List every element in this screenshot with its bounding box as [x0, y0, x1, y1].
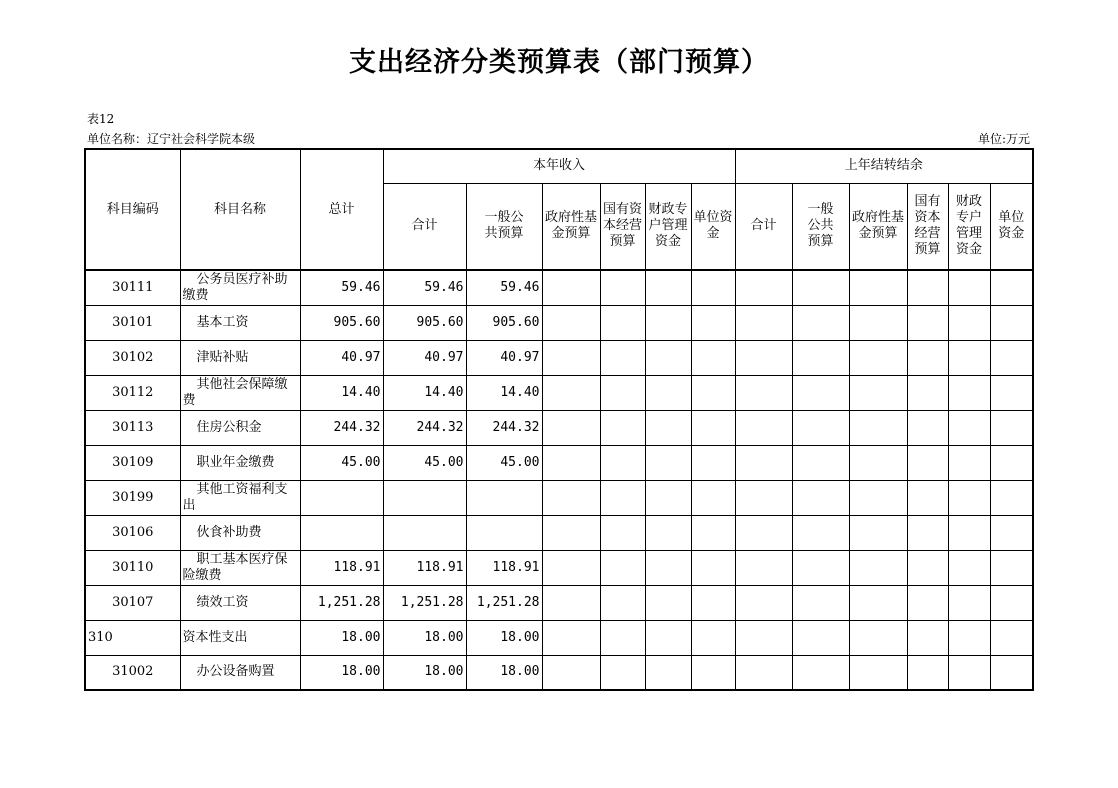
cell-name: 办公设备购置 — [180, 655, 300, 690]
cell-total: 59.46 — [300, 270, 383, 305]
table-body — [85, 270, 1033, 690]
cell-empty — [735, 480, 792, 515]
cell-code: 30109 — [85, 445, 180, 480]
cell-empty — [990, 585, 1033, 620]
header-cy-general: 一般公共预算 — [466, 183, 542, 270]
cell-empty — [600, 515, 645, 550]
header-co-unit-fund: 单位资金 — [990, 183, 1033, 270]
cell-empty — [948, 410, 990, 445]
header-code: 科目编码 — [85, 149, 180, 270]
unit-name: 单位名称：辽宁社会科学院本级 — [87, 132, 256, 146]
cell-code: 310 — [85, 620, 180, 655]
cell-empty — [990, 305, 1033, 340]
cell-name: 住房公积金 — [180, 410, 300, 445]
cell-empty — [691, 515, 735, 550]
cell-total: 18.00 — [300, 655, 383, 690]
cell-empty — [907, 515, 948, 550]
header-co-general: 一般公共预算 — [792, 183, 849, 270]
cell-cy-general: 14.40 — [466, 375, 542, 410]
cell-cy-total — [383, 515, 466, 550]
table-row — [85, 550, 1033, 585]
table-row — [85, 655, 1033, 690]
cell-empty — [645, 515, 691, 550]
cell-empty — [990, 270, 1033, 305]
cell-empty — [735, 340, 792, 375]
cell-empty — [948, 620, 990, 655]
cell-empty — [542, 340, 600, 375]
header-cy-unit-fund: 单位资金 — [691, 183, 735, 270]
cell-name: 绩效工资 — [180, 585, 300, 620]
cell-empty — [849, 620, 907, 655]
header-co-total: 合计 — [735, 183, 792, 270]
cell-empty — [691, 550, 735, 585]
header-cy-gov-fund: 政府性基金预算 — [542, 183, 600, 270]
cell-empty — [600, 480, 645, 515]
cell-empty — [990, 515, 1033, 550]
cell-code: 30107 — [85, 585, 180, 620]
cell-cy-total: 59.46 — [383, 270, 466, 305]
cell-code: 30112 — [85, 375, 180, 410]
cell-empty — [792, 445, 849, 480]
cell-cy-general — [466, 480, 542, 515]
cell-empty — [990, 445, 1033, 480]
cell-empty — [645, 270, 691, 305]
table-number: 表12 — [87, 112, 115, 126]
cell-empty — [792, 585, 849, 620]
header-cy-fiscal-special: 财政专户管理资金 — [645, 183, 691, 270]
cell-empty — [792, 305, 849, 340]
cell-empty — [691, 270, 735, 305]
cell-cy-total: 45.00 — [383, 445, 466, 480]
cell-code: 30110 — [85, 550, 180, 585]
cell-empty — [691, 445, 735, 480]
cell-cy-general: 905.60 — [466, 305, 542, 340]
cell-empty — [948, 375, 990, 410]
cell-empty — [735, 655, 792, 690]
cell-name: 基本工资 — [180, 305, 300, 340]
cell-empty — [792, 655, 849, 690]
cell-empty — [600, 375, 645, 410]
cell-cy-total: 14.40 — [383, 375, 466, 410]
cell-cy-total: 18.00 — [383, 620, 466, 655]
cell-empty — [600, 655, 645, 690]
cell-code: 31002 — [85, 655, 180, 690]
cell-empty — [600, 445, 645, 480]
cell-total — [300, 515, 383, 550]
cell-total: 244.32 — [300, 410, 383, 445]
cell-empty — [645, 550, 691, 585]
header-name: 科目名称 — [180, 149, 300, 270]
cell-empty — [849, 270, 907, 305]
table-row — [85, 305, 1033, 340]
cell-empty — [600, 270, 645, 305]
cell-total — [300, 480, 383, 515]
cell-empty — [542, 550, 600, 585]
cell-empty — [600, 550, 645, 585]
cell-cy-total — [383, 480, 466, 515]
cell-empty — [907, 550, 948, 585]
cell-empty — [645, 480, 691, 515]
cell-total: 45.00 — [300, 445, 383, 480]
table-row — [85, 270, 1033, 305]
cell-empty — [735, 410, 792, 445]
cell-empty — [948, 655, 990, 690]
cell-name: 其他社会保障缴费 — [180, 375, 300, 410]
cell-empty — [691, 375, 735, 410]
cell-empty — [792, 375, 849, 410]
cell-empty — [691, 655, 735, 690]
table-row — [85, 445, 1033, 480]
cell-cy-total: 40.97 — [383, 340, 466, 375]
cell-cy-general: 118.91 — [466, 550, 542, 585]
cell-empty — [645, 410, 691, 445]
cell-name: 津贴补贴 — [180, 340, 300, 375]
cell-cy-general: 40.97 — [466, 340, 542, 375]
cell-empty — [849, 445, 907, 480]
cell-empty — [542, 620, 600, 655]
cell-empty — [645, 655, 691, 690]
cell-empty — [907, 655, 948, 690]
cell-empty — [990, 480, 1033, 515]
cell-empty — [735, 270, 792, 305]
cell-cy-total: 18.00 — [383, 655, 466, 690]
table-row — [85, 480, 1033, 515]
cell-name: 伙食补助费 — [180, 515, 300, 550]
cell-empty — [735, 585, 792, 620]
cell-empty — [691, 480, 735, 515]
cell-empty — [849, 655, 907, 690]
cell-empty — [691, 305, 735, 340]
table-row — [85, 410, 1033, 445]
cell-empty — [849, 515, 907, 550]
cell-empty — [948, 270, 990, 305]
cell-empty — [990, 620, 1033, 655]
cell-cy-general: 18.00 — [466, 655, 542, 690]
header-co-gov-fund: 政府性基金预算 — [849, 183, 907, 270]
cell-empty — [542, 445, 600, 480]
cell-code: 30111 — [85, 270, 180, 305]
cell-empty — [645, 305, 691, 340]
cell-empty — [849, 480, 907, 515]
cell-empty — [542, 585, 600, 620]
cell-empty — [849, 375, 907, 410]
cell-cy-general: 59.46 — [466, 270, 542, 305]
cell-empty — [792, 410, 849, 445]
cell-empty — [542, 480, 600, 515]
cell-empty — [542, 410, 600, 445]
cell-empty — [691, 585, 735, 620]
cell-name: 公务员医疗补助缴费 — [180, 270, 300, 305]
cell-empty — [948, 515, 990, 550]
cell-empty — [849, 410, 907, 445]
cell-cy-general — [466, 515, 542, 550]
cell-empty — [600, 305, 645, 340]
cell-code: 30106 — [85, 515, 180, 550]
cell-empty — [948, 480, 990, 515]
cell-empty — [990, 410, 1033, 445]
cell-empty — [645, 445, 691, 480]
cell-code: 30113 — [85, 410, 180, 445]
cell-empty — [849, 585, 907, 620]
cell-empty — [907, 620, 948, 655]
cell-empty — [792, 515, 849, 550]
header-cy-state-capital: 国有资本经营预算 — [600, 183, 645, 270]
header-carryover: 上年结转结余 — [735, 149, 1033, 183]
cell-name: 职业年金缴费 — [180, 445, 300, 480]
table-row — [85, 340, 1033, 375]
cell-empty — [735, 305, 792, 340]
cell-empty — [691, 340, 735, 375]
cell-name: 其他工资福利支出 — [180, 480, 300, 515]
cell-total: 14.40 — [300, 375, 383, 410]
cell-empty — [542, 655, 600, 690]
cell-empty — [792, 480, 849, 515]
cell-empty — [990, 550, 1033, 585]
cell-empty — [735, 550, 792, 585]
cell-empty — [735, 620, 792, 655]
cell-empty — [990, 340, 1033, 375]
cell-empty — [907, 375, 948, 410]
cell-empty — [542, 305, 600, 340]
cell-cy-total: 244.32 — [383, 410, 466, 445]
header-current-year: 本年收入 — [383, 149, 735, 183]
cell-code: 30101 — [85, 305, 180, 340]
cell-code: 30199 — [85, 480, 180, 515]
cell-empty — [849, 305, 907, 340]
cell-empty — [907, 480, 948, 515]
cell-empty — [792, 620, 849, 655]
cell-empty — [600, 620, 645, 655]
table-row — [85, 375, 1033, 410]
cell-empty — [907, 270, 948, 305]
cell-cy-total: 905.60 — [383, 305, 466, 340]
table-header — [85, 149, 1033, 270]
cell-empty — [792, 550, 849, 585]
cell-empty — [735, 375, 792, 410]
cell-empty — [990, 375, 1033, 410]
page-title: 支出经济分类预算表（部门预算） — [349, 47, 769, 78]
cell-name: 职工基本医疗保险缴费 — [180, 550, 300, 585]
cell-total: 118.91 — [300, 550, 383, 585]
table-row — [85, 585, 1033, 620]
cell-cy-total: 118.91 — [383, 550, 466, 585]
cell-empty — [691, 620, 735, 655]
cell-total: 1,251.28 — [300, 585, 383, 620]
currency-unit: 单位:万元 — [977, 132, 1030, 146]
header-cy-total: 合计 — [383, 183, 466, 270]
cell-cy-general: 45.00 — [466, 445, 542, 480]
table-row — [85, 620, 1033, 655]
cell-empty — [907, 340, 948, 375]
cell-name: 资本性支出 — [180, 620, 300, 655]
cell-empty — [907, 445, 948, 480]
cell-empty — [990, 655, 1033, 690]
cell-empty — [792, 270, 849, 305]
header-co-fiscal-special: 财政专户管理资金 — [948, 183, 990, 270]
cell-empty — [948, 340, 990, 375]
cell-cy-total: 1,251.28 — [383, 585, 466, 620]
table-row — [85, 515, 1033, 550]
cell-total: 905.60 — [300, 305, 383, 340]
header-co-state-capital: 国有资本经营预算 — [907, 183, 948, 270]
cell-empty — [542, 515, 600, 550]
cell-empty — [542, 270, 600, 305]
cell-empty — [948, 445, 990, 480]
cell-empty — [600, 340, 645, 375]
cell-cy-general: 1,251.28 — [466, 585, 542, 620]
cell-empty — [645, 620, 691, 655]
header-total: 总计 — [300, 149, 383, 270]
cell-empty — [645, 585, 691, 620]
cell-empty — [600, 410, 645, 445]
cell-code: 30102 — [85, 340, 180, 375]
cell-total: 40.97 — [300, 340, 383, 375]
cell-empty — [948, 585, 990, 620]
cell-empty — [735, 445, 792, 480]
cell-empty — [792, 340, 849, 375]
cell-empty — [691, 410, 735, 445]
cell-empty — [849, 550, 907, 585]
cell-empty — [645, 375, 691, 410]
cell-empty — [907, 410, 948, 445]
cell-empty — [948, 305, 990, 340]
cell-empty — [907, 305, 948, 340]
cell-empty — [948, 550, 990, 585]
cell-cy-general: 244.32 — [466, 410, 542, 445]
cell-empty — [735, 515, 792, 550]
budget-table — [84, 148, 1034, 691]
cell-empty — [907, 585, 948, 620]
cell-cy-general: 18.00 — [466, 620, 542, 655]
cell-empty — [542, 375, 600, 410]
cell-empty — [645, 340, 691, 375]
cell-empty — [849, 340, 907, 375]
cell-total: 18.00 — [300, 620, 383, 655]
cell-empty — [600, 585, 645, 620]
